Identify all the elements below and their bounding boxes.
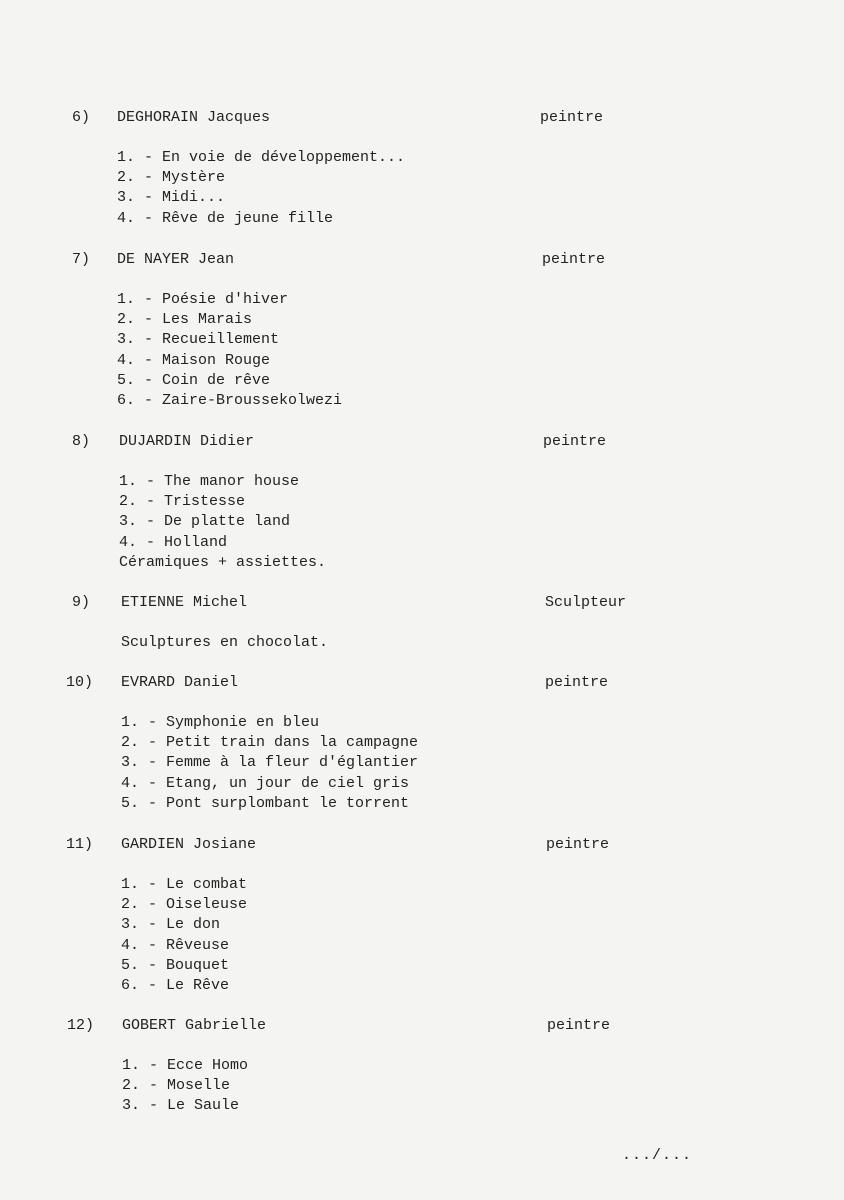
artist-role: peintre (546, 836, 610, 853)
work-item: 1. - Symphonie en bleu (121, 714, 320, 731)
artist-name: DE NAYER Jean (117, 251, 235, 268)
entry-number: 12) (66, 1017, 94, 1034)
work-item: 1. - Le combat (121, 876, 248, 893)
entry-number: 8) (71, 433, 90, 450)
work-item: 2. - Les Marais (117, 311, 253, 329)
artist-role: peintre (547, 1017, 611, 1034)
artist-name: GARDIEN Josiane (121, 836, 257, 853)
work-item: 4. - Rêveuse (121, 936, 230, 954)
work-item: 2. - Moselle (122, 1077, 231, 1095)
works-list (117, 148, 405, 229)
work-item: 3. - Femme à la fleur d'églantier (121, 754, 419, 772)
works-list (119, 472, 326, 573)
work-item: 2. - Petit train dans la campagne (121, 734, 419, 752)
work-item: 1. - Ecce Homo (122, 1057, 249, 1074)
artist-role: peintre (540, 109, 604, 126)
continuation-marker: .../... (622, 1147, 693, 1164)
work-item: 6. - Zaire-Broussekolwezi (117, 391, 343, 409)
entry-number: 10) (65, 674, 93, 691)
work-item: 1. - En voie de développement... (117, 149, 406, 166)
work-item: 4. - Etang, un jour de ciel gris (121, 774, 410, 792)
works-list (121, 713, 418, 814)
work-item: 5. - Bouquet (121, 956, 230, 974)
works-list (121, 633, 328, 653)
artist-role: peintre (545, 674, 609, 691)
artist-name: ETIENNE Michel (121, 594, 248, 611)
artist-name: DUJARDIN Didier (119, 433, 255, 450)
entry-number: 6) (71, 109, 90, 126)
work-item: 5. - Pont surplombant le torrent (121, 794, 410, 812)
works-list (121, 875, 247, 996)
work-item: 5. - Coin de rêve (117, 371, 271, 389)
work-item: 2. - Oiseleuse (121, 896, 248, 914)
work-item: Céramiques + assiettes. (119, 553, 327, 571)
artist-role: peintre (542, 251, 606, 268)
entry-number: 9) (71, 594, 90, 611)
work-item: 1. - The manor house (119, 473, 300, 490)
work-item: 6. - Le Rêve (121, 976, 230, 994)
work-item: 3. - De platte land (119, 513, 291, 531)
entry-number: 7) (71, 251, 90, 268)
work-item: Sculptures en chocolat. (121, 634, 329, 651)
work-item: 3. - Midi... (117, 189, 226, 207)
work-item: 3. - Recueillement (117, 331, 280, 349)
work-item: 4. - Maison Rouge (117, 351, 271, 369)
artist-name: GOBERT Gabrielle (122, 1017, 267, 1034)
artist-name: EVRARD Daniel (121, 674, 239, 691)
works-list (117, 290, 342, 411)
work-item: 2. - Mystère (117, 169, 226, 187)
work-item: 4. - Rêve de jeune fille (117, 209, 334, 227)
works-list (122, 1056, 248, 1117)
artist-role: Sculpteur (545, 594, 627, 611)
entry-number: 11) (65, 836, 93, 853)
work-item: 3. - Le Saule (122, 1097, 240, 1115)
work-item: 2. - Tristesse (119, 493, 246, 511)
work-item: 3. - Le don (121, 916, 221, 934)
artist-role: peintre (543, 433, 607, 450)
work-item: 4. - Holland (119, 533, 228, 551)
artist-name: DEGHORAIN Jacques (117, 109, 271, 126)
work-item: 1. - Poésie d'hiver (117, 291, 289, 308)
